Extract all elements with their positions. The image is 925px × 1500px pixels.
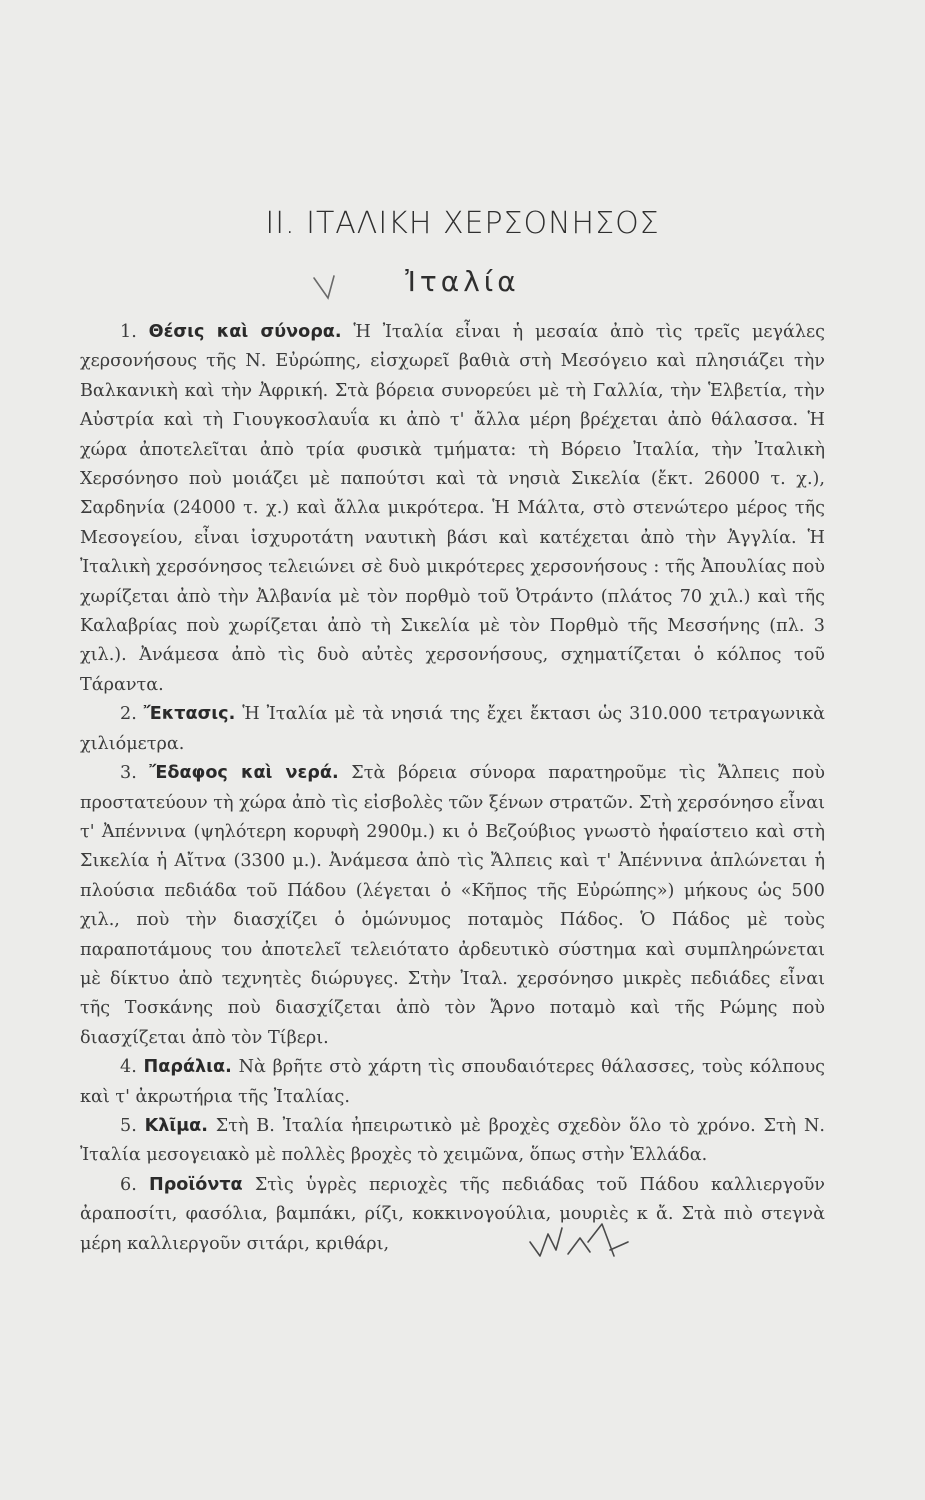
paragraph-heading: Παράλια. bbox=[143, 1057, 232, 1078]
paragraph-terrain-waters bbox=[80, 759, 825, 1053]
paragraph-number: 2. bbox=[120, 704, 137, 725]
paragraph-number: 5. bbox=[120, 1115, 137, 1136]
paragraph-coast bbox=[80, 1053, 825, 1112]
paragraph-text: Στὰ βόρεια σύνορα παρατηροῦμε τὶς Ἄλπεις ποὺ προστατεύουν τὴ χώρα ἀπὸ τὶς εἰσβολὲς τῶν ξένων στρατῶν. Στὴ χερσόνησο εἶναι τ' Ἀπέννινα (ψηλότερη κορυφὴ 2900μ.) κι ὁ Βεζούβιος γνωστὸ ἡφαίστειο καὶ στὴ Σικελία ἡ Αἴτνα (3300 μ.). Ἀνάμεσα ἀπὸ τὶς Ἄλπεις καὶ τ' Ἀπέννινα ἁπλώνεται ἡ πλούσια πεδιάδα τοῦ Πάδου (λέγεται ὁ «Κῆπος τῆς Εὐρώπης») μήκους ὡς 500 χιλ., ποὺ τὴν διασχίζει ὁ ὁμώνυμος ποταμὸς Πάδος. Ὁ Πάδος μὲ τοὺς παραποτάμους του ἀποτελεῖ τελειότατο ἀρδευτικὸ σύστημα καὶ συμπληρώνεται μὲ δίκτυο ἀπὸ τεχνητὲς διώρυγες. Στὴν Ἰταλ. χερσόνησο μικρὲς πεδιάδες εἶναι τῆς Τοσκάνης ποὺ διασχίζεται ἀπὸ τὸν Ἄρνο ποταμὸ καὶ τῆς Ρώμης ποὺ διασχίζεται ἀπὸ τὸν Τίβερι. bbox=[80, 763, 826, 1048]
section-title: Ἰταλία bbox=[405, 265, 520, 298]
paragraph-number: 1. bbox=[120, 322, 137, 342]
paragraph-text: Ἡ Ἰταλία μὲ τὰ νησιά της ἔχει ἔκτασι ὡς 310.000 τετραγωνικὰ χιλιόμετρα. bbox=[80, 704, 826, 754]
paragraph-text: Στὴ Β. Ἰταλία ἠπειρωτικὸ μὲ βροχὲς σχεδὸν ὅλο τὸ χρόνο. Στὴ Ν. Ἰταλία μεσογειακὸ μὲ πολλὲς βροχὲς τὸ χειμῶνα, ὅπως στὴν Ἑλλάδα. bbox=[80, 1115, 826, 1166]
paragraph-climate bbox=[80, 1112, 825, 1171]
paragraph-products bbox=[80, 1171, 825, 1259]
paragraph-number: 4. bbox=[120, 1057, 137, 1078]
paragraph-heading: Ἔκτασις. bbox=[143, 704, 236, 725]
paragraph-area bbox=[80, 700, 825, 759]
paragraph-heading: Προϊόντα bbox=[148, 1174, 243, 1195]
paragraph-text: Ἡ Ἰταλία εἶναι ἡ μεσαία ἀπὸ τὶς τρεῖς μεγάλες χερσονήσους τῆς Ν. Εὐρώπης, εἰσχωρεῖ βαθιὰ στὴ Μεσόγειο καὶ πλησιάζει τὴν Βαλκανικὴ καὶ τὴν Ἀφρική. Στὰ βόρεια συνορεύει μὲ τὴ Γαλλία, τὴν Ἑλβετία, τὴν Αὐστρία καὶ τὴ Γιουγκοσλαυΐα κι ἀπὸ τ' ἄλλα μέρη βρέχεται ἀπὸ θάλασσα. Ἡ χώρα ἀποτελεῖται ἀπὸ τρία φυσικὰ τμήματα: τὴ Βόρειο Ἰταλία, τὴν Ἰταλικὴ Χερσόνησο ποὺ μοιάζει μὲ παπούτσι καὶ τὰ νησιὰ Σικελία (ἔκτ. 26000 τ. χ.), Σαρδηνία (24000 τ. χ.) καὶ ἄλλα μικρότερα. Ἡ Μάλτα, στὸ στενώτερο μέρος τῆς Μεσογείου, εἶναι ἰσχυροτάτη ναυτικὴ βάσι καὶ κατέχεται ἀπὸ τὴν Ἀγγλία. Ἡ Ἰταλικὴ χερσόνησος τελειώνει σὲ δυὸ μικρότερες χερσονήσους : τῆς Ἀπουλίας ποὺ χωρίζεται ἀπὸ τὴν Ἀλβανία μὲ τὸν πορθμὸ τοῦ Ὀτράντο (πλάτος 70 χιλ.) καὶ τῆς Καλαβρίας ποὺ χωρίζεται ἀπὸ τὴ Σικελία μὲ τὸν Πορθμὸ τῆς Μεσσήνης (πλ. 3 χιλ.). Ἀνάμεσα ἀπὸ τὶς δυὸ αὐτὲς χερσονήσους, σχηματίζεται ὁ κόλπος τοῦ Τάραντα. bbox=[80, 322, 826, 695]
paragraph-position-borders bbox=[80, 318, 825, 700]
text-body bbox=[80, 318, 825, 1259]
paragraph-text: Νὰ βρῆτε στὸ χάρτη τὶς σπουδαιότερες θάλασσες, τοὺς κόλπους καὶ τ' ἀκρωτήρια τῆς Ἰταλίας. bbox=[80, 1057, 826, 1107]
chapter-title: II. ΙΤΑΛΙΚΗ ΧΕΡΣΟΝΗΣΟΣ bbox=[265, 206, 660, 241]
paragraph-heading: Κλῖμα. bbox=[144, 1115, 208, 1136]
paragraph-text: Στὶς ὑγρὲς περιοχὲς τῆς πεδιάδας τοῦ Πάδου καλλιεργοῦν ἀραποσίτι, φασόλια, βαμπάκι, ρίζι, κοκκινογούλια, μουριὲς κ ἄ. Στὰ πιὸ στεγνὰ μέρη καλλιεργοῦν σιτάρι, κριθάρι, bbox=[80, 1174, 825, 1254]
pencil-scribble-icon bbox=[528, 1220, 638, 1260]
paragraph-number: 6. bbox=[120, 1174, 137, 1195]
paragraph-heading: Θέσις καὶ σύνορα. bbox=[148, 322, 342, 342]
paragraph-heading: Ἔδαφος καὶ νερά. bbox=[149, 763, 339, 784]
paragraph-number: 3. bbox=[120, 763, 137, 784]
